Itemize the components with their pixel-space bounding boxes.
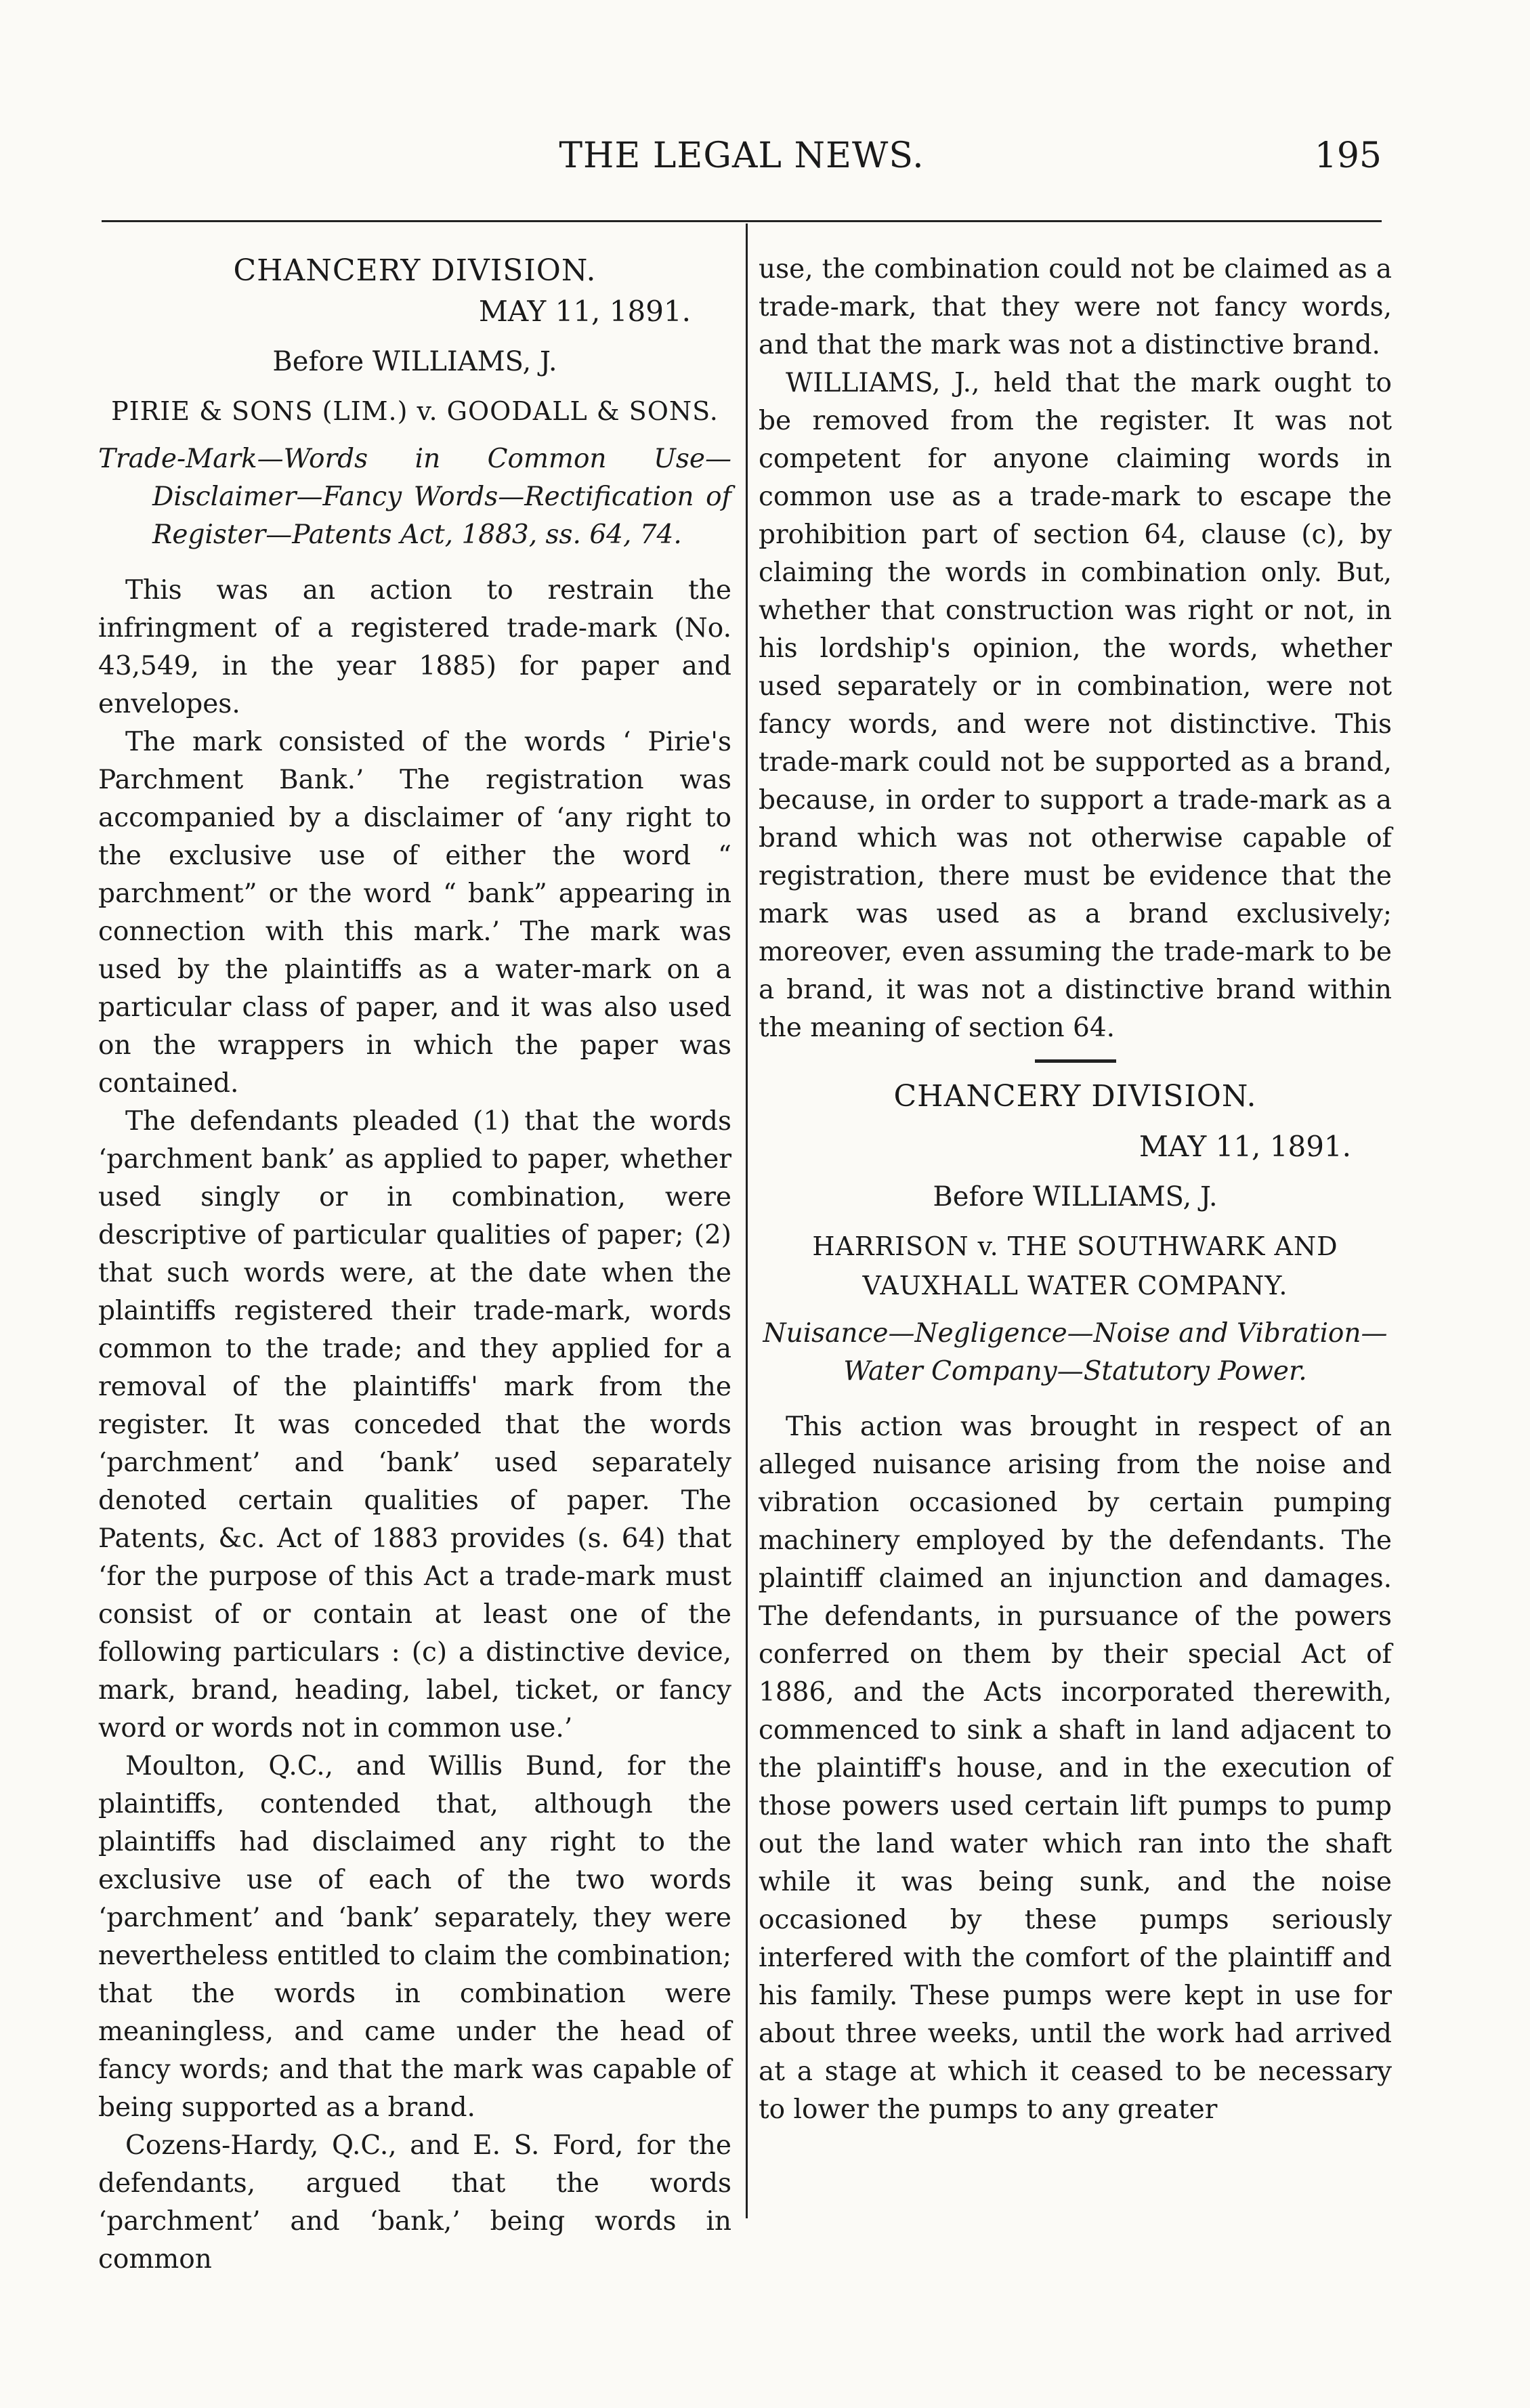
right-column: [759, 251, 1392, 2129]
header-rule: [102, 220, 1382, 222]
section-rule: [1035, 1059, 1116, 1063]
paragraph: Moulton, Q.C., and Willis Bund, for the plaintiffs, contended that, although the plaintiffs had disclaimed any right to the exclusive use of each of the two words ‘parchment’ and ‘bank’ separately, they were nevertheless entitled to claim the combination; that the words in combination were meaningless, and came under the head of fancy words; and that the mark was capable of being supported as a brand.: [98, 1751, 731, 2123]
case-title: PIRIE & SONS (LIM.) v. GOODALL & SONS.: [111, 396, 719, 426]
section-heading: CHANCERY DIVISION.: [233, 253, 597, 288]
paragraph: The mark consisted of the words ‘ Pirie's Parchment Bank.’ The registration was accompanied by a disclaimer of ‘any right to the exclusive use of either the word “ parchment” or the word “ bank” appearing in connection with this mark.’ The mark was used by the plaintiffs as a water-mark on a particular class of paper, and it was also used on the wrappers in which the paper was contained.: [98, 727, 731, 1099]
case-date: MAY 11, 1891.: [1139, 1130, 1351, 1163]
headnote: Trade-Mark—Words in Common Use—Disclaimer—Fancy Words—Rectification of Register—Patents Act, 1883, ss. 64, 74.: [98, 444, 731, 550]
running-title: THE LEGAL NEWS.: [559, 135, 925, 176]
case-date: MAY 11, 1891.: [478, 295, 691, 328]
column-divider: [746, 224, 748, 2218]
page-number: 195: [1314, 135, 1382, 176]
case-title: HARRISON v. THE SOUTHWARK AND VAUXHALL WATER COMPANY.: [812, 1231, 1338, 1301]
paragraph: use, the combination could not be claimed as a trade-mark, that they were not fancy words, and that the mark was not a distinctive brand.: [759, 254, 1392, 360]
before-judge: Before WILLIAMS, J.: [272, 346, 557, 377]
before-judge: Before WILLIAMS, J.: [933, 1181, 1218, 1212]
page-header: [102, 135, 1382, 190]
paragraph: WILLIAMS, J., held that the mark ought to be removed from the register. It was not competent for anyone claiming words in common use as a trade-mark to escape the prohibition part of section 64, clause (c), by claiming the words in combination only. But, whether that construction was right or not, in his lordship's opinion, the words, whether used separately or in combination, were not fancy words, and were not distinctive. This trade-mark could not be supported as a brand, because, in order to support a trade-mark as a brand which was not otherwise capable of registration, there must be evidence that the mark was used as a brand exclusively; moreover, even assuming the trade-mark to be a brand, it was not a distinctive brand within the meaning of section 64.: [759, 368, 1392, 1043]
paragraph: This was an action to restrain the infringment of a registered trade-mark (No. 43,549, in the year 1885) for paper and envelopes.: [98, 575, 731, 719]
paragraph: The defendants pleaded (1) that the words ‘parchment bank’ as applied to paper, whether used singly or in combination, were descriptive of particular qualities of paper; (2) that such words were, at the date when the plaintiffs registered their trade-mark, words common to the trade; and they applied for a removal of the plaintiffs' mark from the register. It was conceded that the words ‘parchment’ and ‘bank’ used separately denoted certain qualities of paper. The Patents, &c. Act of 1883 provides (s. 64) that ‘for the purpose of this Act a trade-mark must consist of or contain at least one of the following particulars : (c) a distinctive device, mark, brand, heading, label, ticket, or fancy word or words not in common use.’: [98, 1106, 731, 1744]
left-column: [98, 251, 731, 2279]
paragraph: Cozens-Hardy, Q.C., and E. S. Ford, for the defendants, argued that the words ‘parchment’ and ‘bank,’ being words in common: [98, 2130, 731, 2275]
paragraph: This action was brought in respect of an alleged nuisance arising from the noise and vibration occasioned by certain pumping machinery employed by the defendants. The plaintiff claimed an injunction and damages. The defendants, in pursuance of the powers conferred on them by their special Act of 1886, and the Acts incorporated therewith, commenced to sink a shaft in land adjacent to the plaintiff's house, and in the execution of those powers used certain lift pumps to pump out the land water which ran into the shaft while it was being sunk, and the noise occasioned by these pumps seriously interfered with the comfort of the plaintiff and his family. These pumps were kept in use for about three weeks, until the work had arrived at a stage at which it ceased to be necessary to lower the pumps to any greater: [759, 1412, 1392, 2125]
headnote: Nuisance—Negligence—Noise and Vibration—Water Company—Statutory Power.: [763, 1318, 1388, 1387]
section-heading: CHANCERY DIVISION.: [893, 1079, 1257, 1114]
